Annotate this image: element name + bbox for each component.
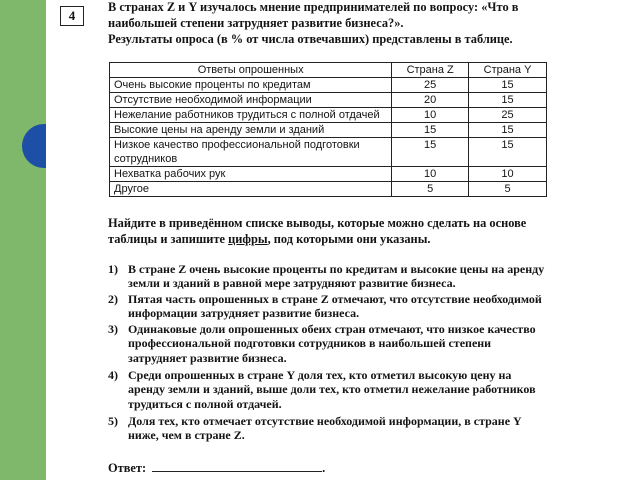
header-country-z: Страна Z <box>392 63 469 78</box>
question-text: В странах Z и Y изучалось мнение предпринимателей по вопросу: «Что в наибольшей степени затрудняет развитие бизнеса?». <box>108 0 519 30</box>
table-row <box>110 138 547 167</box>
answer-row: Ответ: . <box>108 461 326 475</box>
country-y-cell: 10 <box>469 167 547 182</box>
country-z-cell: 5 <box>392 182 469 197</box>
answer-cell: Очень высокие проценты по кредитам <box>110 78 392 93</box>
task-instruction: Найдите в приведённом списке выводы, которые можно сделать на основе таблицы и запишите цифры, под которыми они указаны. <box>108 216 527 246</box>
answer-cell: Другое <box>110 182 392 197</box>
header-country-y: Страна Y <box>469 63 547 78</box>
answer-cell: Низкое качество профессиональной подготовки сотрудников <box>110 138 392 167</box>
country-z-cell: 20 <box>392 93 469 108</box>
country-y-cell: 15 <box>469 93 547 108</box>
emphasis-digits: цифры <box>228 231 268 246</box>
answer-cell: Отсутствие необходимой информации <box>110 93 392 108</box>
intro-text: Результаты опроса (в % от числа отвечавших) представлены в таблице. <box>108 32 513 46</box>
country-y-cell: 15 <box>469 78 547 93</box>
answer-cell: Высокие цены на аренду земли и зданий <box>110 123 392 138</box>
option-item: 3) Одинаковые доли опрошенных обеих стран отмечают, что низкое качество профессиональной подготовки сотрудников в наибольшей степени затрудняет развитие бизнеса. <box>108 322 536 365</box>
option-item: 2) Пятая часть опрошенных в стране Z отмечают, что отсутствие необходимой информации затрудняет развитие бизнеса. <box>108 292 542 321</box>
country-y-cell: 25 <box>469 108 547 123</box>
option-item: 4) Среди опрошенных в стране Y доля тех, кто отметил высокую цену на аренду земли и зданий, выше доли тех, кто отметил нежелание работников трудиться с полной отдачей. <box>108 368 536 411</box>
table-row <box>110 108 547 123</box>
table-row <box>110 182 547 197</box>
left-sidebar <box>0 0 46 480</box>
header-answers: Ответы опрошенных <box>110 63 392 78</box>
country-z-cell: 10 <box>392 167 469 182</box>
survey-table <box>109 62 547 197</box>
option-item: 5) Доля тех, кто отмечает отсутствие необходимой информации, в стране Y ниже, чем в стране Z. <box>108 414 522 443</box>
country-z-cell: 15 <box>392 138 469 167</box>
answer-cell: Нежелание работников трудиться с полной отдачей <box>110 108 392 123</box>
table-row <box>110 93 547 108</box>
country-z-cell: 10 <box>392 108 469 123</box>
answer-cell: Нехватка рабочих рук <box>110 167 392 182</box>
option-item: 1) В стране Z очень высокие проценты по кредитам и высокие цены на аренду земли и зданий в равной мере затрудняют развитие бизнеса. <box>108 262 545 291</box>
country-z-cell: 25 <box>392 78 469 93</box>
country-y-cell: 15 <box>469 138 547 167</box>
country-y-cell: 5 <box>469 182 547 197</box>
table-row <box>110 167 547 182</box>
country-z-cell: 15 <box>392 123 469 138</box>
table-header-row <box>110 63 547 78</box>
task-number-box: 4 <box>60 6 84 26</box>
table-row <box>110 78 547 93</box>
table-row <box>110 123 547 138</box>
answer-label: Ответ: <box>108 461 147 475</box>
answer-line[interactable] <box>152 460 322 472</box>
country-y-cell: 15 <box>469 123 547 138</box>
